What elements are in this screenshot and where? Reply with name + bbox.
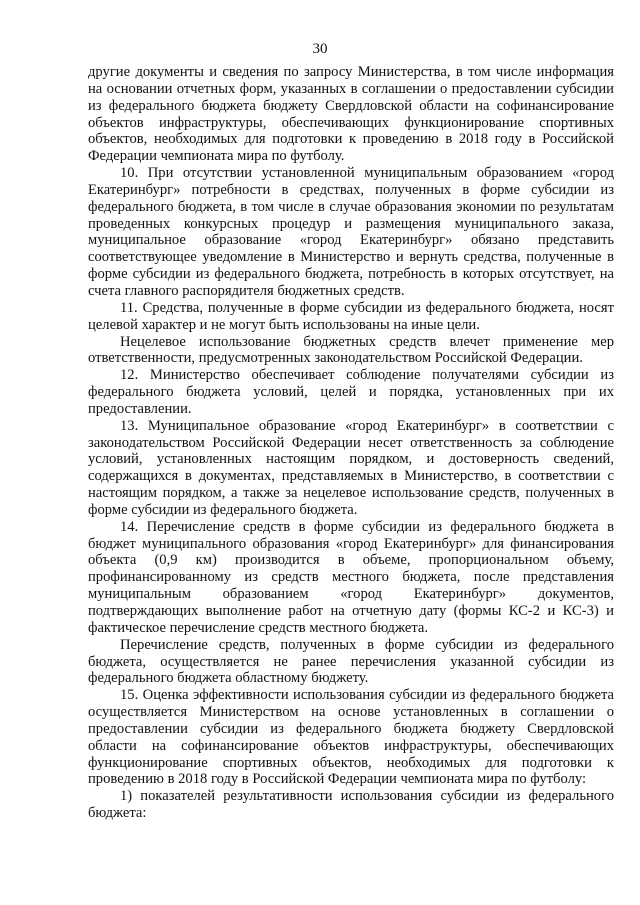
- paragraph-item-10: 10. При отсутствии установленной муниципальным образованием «город Екатеринбург» потребности в средствах, полученных в форме субсидии из федерального бюджета, в том числе в случае образования экономии по результатам проведенных конкурсных процедур и размещения муниципального заказа, муниципальное образование «город Екатеринбург» обязано представить соответствующее уведомление в Министерство и вернуть средства, полученные в форме субсидии из федерального бюджета, потребность в которых отсутствует, на счета главного распорядителя бюджетных средств.: [88, 165, 614, 299]
- paragraph-item-12: 12. Министерство обеспечивает соблюдение получателями субсидии из федерального бюджета условий, целей и порядка, установленных при их предоставлении.: [88, 367, 614, 417]
- paragraph-transfer-timing: Перечисление средств, полученных в форме субсидии из федерального бюджета, осуществляется не ранее перечисления указанной субсидии из федерального бюджета областному бюджету.: [88, 636, 614, 687]
- paragraph-item-13: 13. Муниципальное образование «город Екатеринбург» в соответствии с законодательством Российской Федерации несет ответственность за соблюдение условий, установленных настоящим порядком, и достоверность сведений, содержащихся в документах, представляемых в Министерство, в соответствии с настоящим порядком, а также за нецелевое использование средств, полученных в форме субсидии из федерального бюджета.: [88, 417, 614, 518]
- paragraph-item-14: 14. Перечисление средств в форме субсидии из федерального бюджета в бюджет муниципального образования «город Екатеринбург» для финансирования объекта (0,9 км) производится в объеме, пропорциональном объему, профинансированному из средств местного бюджета, после представления муниципальным образованием «город Екатеринбург» документов, подтверждающих выполнение работ на отчетную дату (формы КС-2 и КС-3) и фактическое перечисление средств местного бюджета.: [88, 518, 614, 636]
- document-body: [88, 64, 614, 822]
- paragraph-subitem-1: 1) показателей результативности использования субсидии из федерального бюджета:: [88, 788, 614, 822]
- paragraph-item-15: 15. Оценка эффективности использования субсидии из федерального бюджета осуществляется Министерством на основе установленных в соглашении о предоставлении субсидии из федерального бюджета бюджету Свердловской области на софинансирование объектов инфраструктуры, обеспечивающих функционирование спортивных объектов, необходимых для подготовки к проведению в 2018 году в Российской Федерации чемпионата мира по футболу:: [88, 687, 614, 788]
- paragraph-item-11: 11. Средства, полученные в форме субсидии из федерального бюджета, носят целевой характер и не могут быть использованы на иные цели.: [88, 299, 614, 333]
- page-number: 30: [312, 41, 328, 57]
- paragraph-misuse-liability: Нецелевое использование бюджетных средств влечет применение мер ответственности, предусмотренных законодательством Российской Федерации.: [88, 333, 614, 367]
- paragraph-continuation: другие документы и сведения по запросу Министерства, в том числе информация на основании отчетных форм, указанных в соглашении о предоставлении субсидии из федерального бюджета бюджету Свердловской области на софинансирование объектов инфраструктуры, обеспечивающих функционирование спортивных объектов, необходимых для подготовки к проведению в 2018 году в Российской Федерации чемпионата мира по футболу.: [88, 64, 614, 165]
